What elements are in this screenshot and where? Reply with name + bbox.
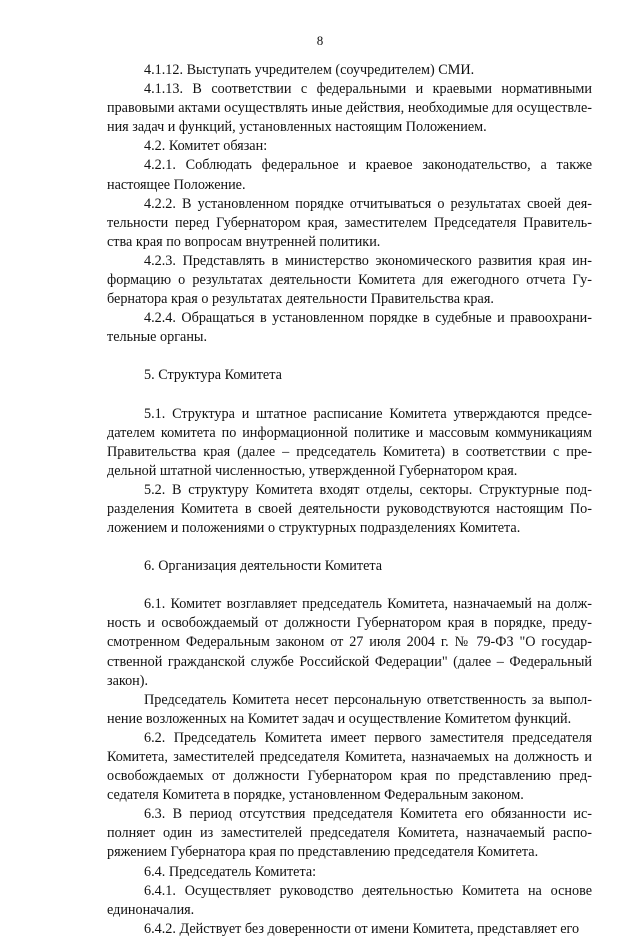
section-spacer — [107, 347, 592, 366]
paragraph-4-1-13: 4.1.13. В соответствии с федеральными и краевыми нормативными правовыми актами осуществлять иные действия, необходимые для осуществления задач и функций, установленных настоящим Положением. — [107, 81, 592, 136]
section-spacer — [107, 386, 592, 405]
page-number: 8 — [316, 33, 324, 48]
section-heading-6: 6. Организация деятельности Комитета — [144, 558, 383, 575]
paragraph-6-4-1: 6.4.1. Осуществляет руководство деятельностью Комитета на основе единоначалия. — [107, 882, 592, 918]
paragraph-4-2-3: 4.2.3. Представлять в министерство экономического развития края информацию о результатах деятельности Комитета для ежегодного отчета Губернатора края о результатах деятельности Правительства края. — [107, 252, 592, 308]
paragraph-6-3: 6.3. В период отсутствия председателя Комитета его обязанности исполняет один из заместителей председателя Комитета, назначаемый распоряжением Губернатора края по представлению председателя Комитета. — [107, 806, 592, 861]
paragraph-6-4-2: 6.4.2. Действует без доверенности от имени Комитета, представляет его — [144, 920, 580, 937]
document-body — [107, 61, 592, 939]
paragraph-5-2: 5.2. В структуру Комитета входят отделы, секторы. Структурные подразделения Комитета в своей деятельности руководствуются настоящим Положением и положениями о структурных подразделениях Комитета. — [107, 481, 592, 537]
paragraph-4-2-1: 4.2.1. Соблюдать федеральное и краевое законодательство, а также настоящее Положение. — [107, 157, 592, 193]
paragraph-6-1: 6.1. Комитет возглавляет председатель Комитета, назначаемый на должность и освобождаемый от должности Губернатором края в порядке, предусмотренном Федеральным законом от 27 июля 2004 г. № 79-ФЗ "О государственной гражданской службе Российской Федерации" (далее – Федеральный закон). — [107, 596, 592, 689]
paragraph-4-2-2: 4.2.2. В установленном порядке отчитываться о результатах своей деятельности перед Губернатором края, заместителем Председателя Правительства края по вопросам внутренней политики. — [107, 195, 592, 250]
section-heading-5: 5. Структура Комитета — [144, 367, 282, 384]
paragraph-6-2: 6.2. Председатель Комитета имеет первого заместителя председателя Комитета, заместителей председателя Комитета, назначаемых на должность и освобождаемых от должности Губернатором края по представлению председателя Комитета в порядке, установленном Федеральным законом. — [107, 729, 592, 804]
section-spacer — [107, 576, 592, 595]
paragraph-4-2: 4.2. Комитет обязан: — [144, 138, 268, 155]
paragraph-5-1: 5.1. Структура и штатное расписание Комитета утверждаются председателем комитета по информационной политике и массовым коммуникациям Правительства края (далее – председатель Комитета) в соответствии с предельной штатной численностью, утвержденной Губернатором края. — [107, 405, 592, 479]
paragraph-4-2-4: 4.2.4. Обращаться в установленном порядке в судебные и правоохранительные органы. — [107, 310, 592, 346]
paragraph-4-1-12: 4.1.12. Выступать учредителем (соучредителем) СМИ. — [144, 62, 475, 78]
section-spacer — [107, 538, 592, 557]
paragraph-chairman-responsibility: Председатель Комитета несет персональную ответственность за выполнение возложенных на Комитет задач и осуществление Комитетом функций. — [107, 691, 592, 727]
paragraph-6-4: 6.4. Председатель Комитета: — [144, 863, 317, 880]
